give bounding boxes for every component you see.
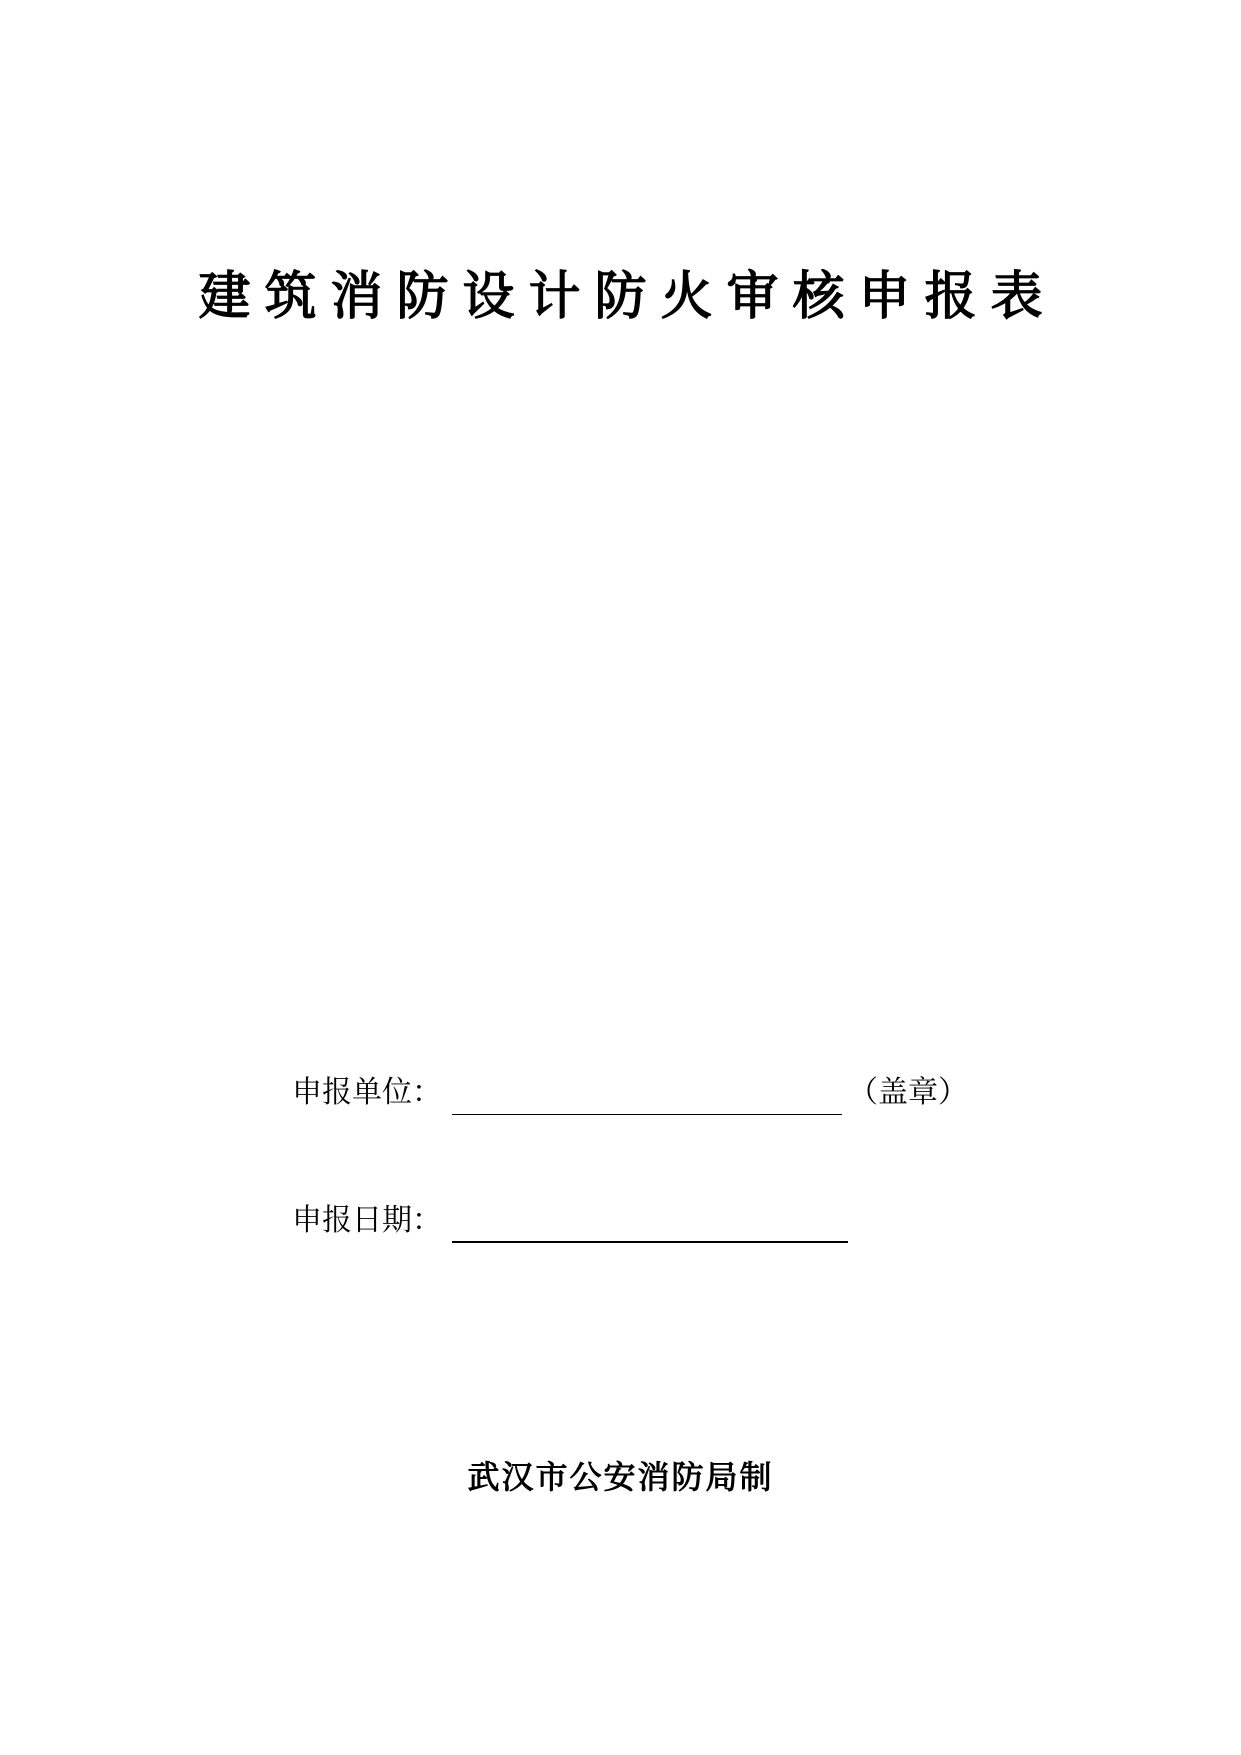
applicant-unit-row (292, 1065, 968, 1115)
apply-date-field[interactable] (452, 1205, 848, 1243)
apply-date-row (292, 1193, 848, 1243)
seal-note: （盖章） (848, 1075, 968, 1110)
applicant-unit-label: 申报单位： (292, 1075, 442, 1110)
apply-date-label: 申报日期： (292, 1203, 442, 1238)
applicant-unit-field[interactable] (452, 1078, 842, 1115)
document-title: 建筑消防设计防火审核申报表 (198, 267, 1057, 327)
issuer-line: 武汉市公安消防局制 (467, 1458, 774, 1496)
